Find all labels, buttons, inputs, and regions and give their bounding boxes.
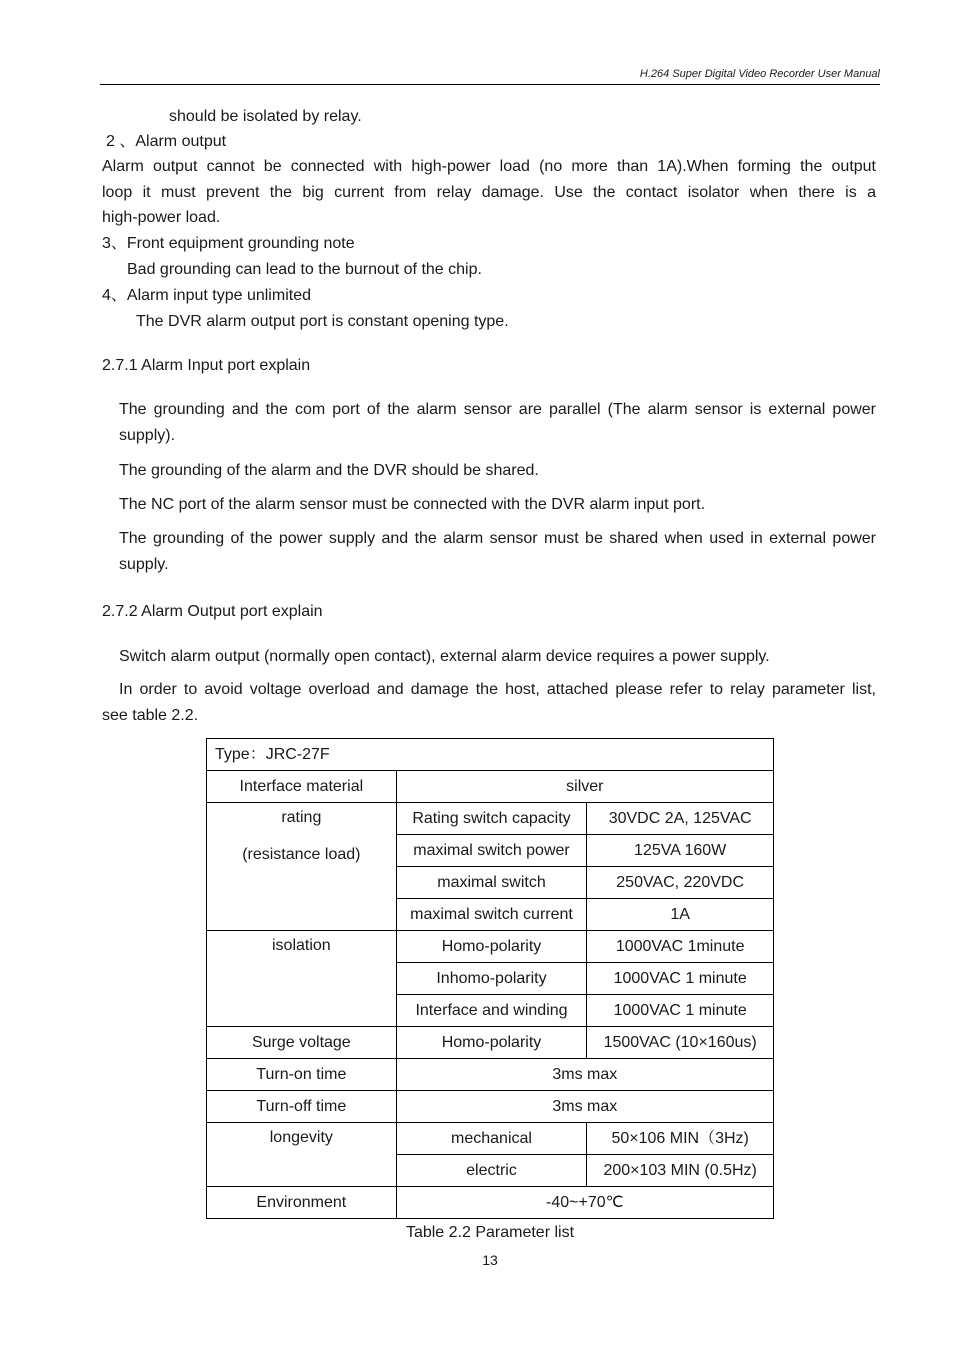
heading-grounding-note: 3、Front equipment grounding note — [102, 235, 355, 252]
alarm-input-type-text: The DVR alarm output port is constant opening type. — [136, 313, 509, 330]
rating-sublabel: (resistance load) — [242, 846, 361, 863]
param-name: maximal switch — [396, 867, 587, 899]
param-name: Inhomo-polarity — [396, 963, 587, 995]
relay-parameter-table — [206, 738, 774, 1219]
heading-alarm-output: 2 、Alarm output — [106, 133, 227, 150]
table-row — [207, 1123, 774, 1155]
heading-alarm-input-type: 4、Alarm input type unlimited — [102, 287, 311, 304]
grounding-note-text: Bad grounding can lead to the burnout of the chip. — [127, 261, 482, 278]
param-name: Interface and winding — [396, 995, 587, 1027]
param-name: Homo-polarity — [396, 1027, 587, 1059]
table-row — [207, 1091, 774, 1123]
page-header: H.264 Super Digital Video Recorder User Manual — [100, 66, 880, 85]
heading-2-7-2: 2.7.2 Alarm Output port explain — [102, 603, 323, 620]
isolation-label: isolation — [207, 931, 397, 1027]
param-value: 50×106 MIN（3Hz) — [587, 1123, 774, 1155]
rating-label-cell — [207, 803, 397, 931]
row-label: Turn-off time — [207, 1091, 397, 1123]
s272-paragraph-1: Switch alarm output (normally open contact), external alarm device requires a power supply. — [119, 648, 770, 665]
param-name: electric — [396, 1155, 587, 1187]
alarm-output-line-1: Alarm output cannot be connected with high-power load (no more than 1A).When forming the output — [102, 158, 876, 175]
param-value: 125VA 160W — [587, 835, 774, 867]
row-value: silver — [396, 771, 773, 803]
rating-label: rating — [281, 809, 322, 826]
s271-paragraph-2: The grounding of the alarm and the DVR should be shared. — [119, 462, 539, 479]
param-name: maximal switch current — [396, 899, 587, 931]
row-label: Interface material — [207, 771, 397, 803]
row-value: -40~+70℃ — [396, 1187, 773, 1219]
table-row — [207, 1187, 774, 1219]
param-name: Rating switch capacity — [396, 803, 587, 835]
table-row — [207, 1059, 774, 1091]
intro-line: should be isolated by relay. — [169, 108, 362, 125]
row-value: 3ms max — [396, 1091, 773, 1123]
table-row — [207, 771, 774, 803]
s272-paragraph-2-line-2: see table 2.2. — [102, 707, 199, 724]
param-name: Homo-polarity — [396, 931, 587, 963]
s271-paragraph-1: The grounding and the com port of the alarm sensor are parallel (The alarm sensor is external power supply). — [119, 401, 876, 444]
param-value: 1A — [587, 899, 774, 931]
param-name: mechanical — [396, 1123, 587, 1155]
param-value: 200×103 MIN (0.5Hz) — [587, 1155, 774, 1187]
row-label: Surge voltage — [207, 1027, 397, 1059]
row-label: Turn-on time — [207, 1059, 397, 1091]
row-value: 3ms max — [396, 1059, 773, 1091]
table-row — [207, 803, 774, 835]
relay-type-cell: Type：JRC-27F — [207, 739, 774, 771]
longevity-label: longevity — [207, 1123, 397, 1187]
table-row — [207, 931, 774, 963]
table-row — [207, 739, 774, 771]
s272-paragraph-2-line-1: In order to avoid voltage overload and damage the host, attached please refer to relay parameter list, — [119, 681, 876, 698]
page-number: 13 — [482, 1252, 498, 1268]
s271-paragraph-4: The grounding of the power supply and the alarm sensor must be shared when used in external power supply. — [119, 530, 876, 573]
param-value: 1000VAC 1 minute — [587, 963, 774, 995]
param-value: 1000VAC 1minute — [587, 931, 774, 963]
param-name: maximal switch power — [396, 835, 587, 867]
param-value: 1000VAC 1 minute — [587, 995, 774, 1027]
s271-paragraph-3: The NC port of the alarm sensor must be connected with the DVR alarm input port. — [119, 496, 706, 513]
param-value: 1500VAC (10×160us) — [587, 1027, 774, 1059]
param-value: 250VAC, 220VDC — [587, 867, 774, 899]
alarm-output-line-3: high-power load. — [102, 209, 221, 226]
heading-2-7-1: 2.7.1 Alarm Input port explain — [102, 357, 311, 374]
table-caption: Table 2.2 Parameter list — [405, 1224, 575, 1241]
alarm-output-line-2: loop it must prevent the big current from relay damage. Use the contact isolator when there is a — [102, 184, 876, 201]
table-row — [207, 1027, 774, 1059]
param-value: 30VDC 2A, 125VAC — [587, 803, 774, 835]
row-label: Environment — [207, 1187, 397, 1219]
